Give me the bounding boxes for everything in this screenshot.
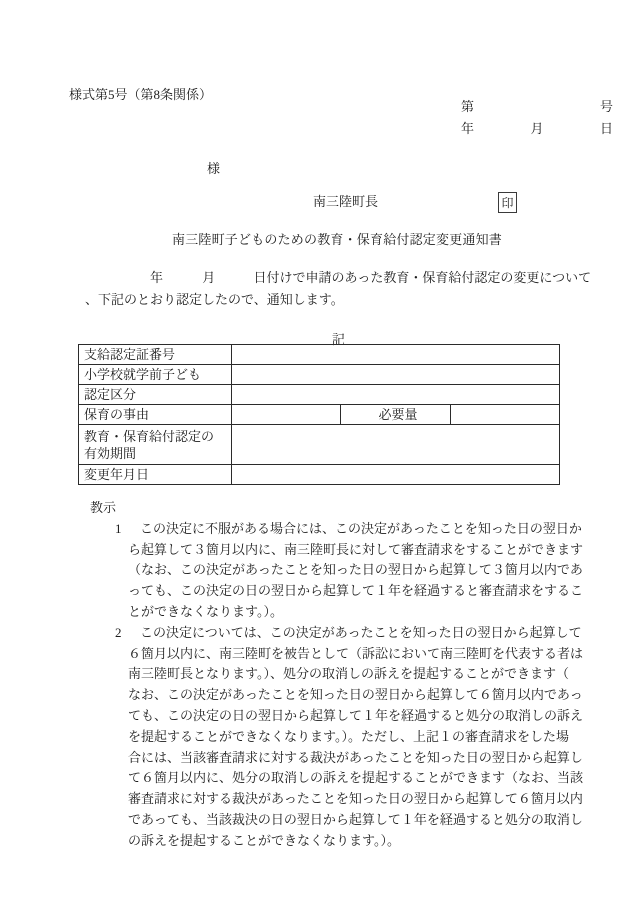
body-line-1 bbox=[150, 267, 600, 289]
notice-item-2-line: 合には、当該審査請求に対する裁決があったことを知った日の翌日から起算し bbox=[128, 749, 583, 765]
date-day-label: 日 bbox=[599, 121, 613, 136]
body-line-2: 、下記のとおり認定したので、通知します。 bbox=[85, 292, 344, 307]
notice-label: 教示 bbox=[90, 500, 117, 515]
table-row bbox=[79, 365, 560, 385]
record-mark: 記 bbox=[332, 332, 346, 347]
ref-prefix: 第 bbox=[461, 99, 475, 114]
row-label: 保育の事由 bbox=[79, 405, 232, 425]
addressee-suffix: 様 bbox=[207, 161, 221, 176]
row-value bbox=[232, 425, 560, 465]
body-paragraph bbox=[85, 267, 600, 311]
table-row bbox=[79, 425, 560, 465]
date-line bbox=[461, 118, 613, 140]
notice-item-2-line: 審査請求に対する裁決があったことを知った日の翌日から起算して６箇月以内 bbox=[128, 791, 583, 807]
table-row bbox=[79, 405, 560, 425]
ref-number-block bbox=[461, 96, 613, 140]
body-line-1-text: 日付けで申請のあった教育・保育給付認定の変更について bbox=[253, 270, 592, 285]
table-row bbox=[79, 385, 560, 405]
ref-suffix: 号 bbox=[599, 99, 613, 114]
row-value bbox=[232, 405, 341, 425]
notice-item-1-number: 1 bbox=[115, 520, 122, 536]
row-value bbox=[232, 465, 560, 485]
notice-item-1-line: とができなくなります。）。 bbox=[128, 603, 283, 619]
page-title: 南三陸町子どものための教育・保育給付認定変更通知書 bbox=[172, 232, 503, 247]
row-label bbox=[79, 425, 232, 465]
notice-item-1-first-line bbox=[115, 519, 610, 540]
notice-item-2-line: の訴えを提起することができなくなります。）。 bbox=[128, 832, 400, 848]
ref-number-line bbox=[461, 96, 613, 118]
table-row bbox=[79, 465, 560, 485]
notice-item-2-line: この決定については、この決定があったことを知った日の翌日から起算して bbox=[140, 624, 582, 640]
row-label: 認定区分 bbox=[79, 385, 232, 405]
notice-item-2-line: て６箇月以内に、処分の取消しの訴えを提起することができます（なお、当該 bbox=[128, 770, 584, 786]
notice-item-1-line: ら起算して３箇月以内に、南三陸町長に対して審査請求をすることができます bbox=[128, 541, 584, 557]
notice-section bbox=[90, 498, 610, 852]
body-month-label: 月 bbox=[202, 270, 216, 285]
row-label: 変更年月日 bbox=[79, 465, 232, 485]
notice-item-1-line: っても、この決定の日の翌日から起算して１年を経過すると審査請求をするこ bbox=[128, 583, 584, 599]
notice-item-1-line: この決定に不服がある場合には、この決定があったことを知った日の翌日か bbox=[140, 520, 582, 536]
date-year-label: 年 bbox=[461, 121, 475, 136]
form-number: 様式第5号（第8条関係） bbox=[69, 87, 213, 102]
date-month-label: 月 bbox=[530, 121, 544, 136]
notice-item-2-line: であっても、当該裁決の日の翌日から起算して１年を経過すると処分の取消し bbox=[128, 811, 583, 827]
notice-item-2-line: ても、この決定の日の翌日から起算して１年を経過すると処分の取消しの訴え bbox=[128, 707, 584, 723]
row-label-line-2: 有効期間 bbox=[84, 445, 137, 461]
notice-item-2-line: 南三陸町長となります。）、処分の取消しの訴えを提起することができます（ bbox=[128, 666, 569, 682]
certification-table bbox=[78, 344, 560, 485]
row-label: 小学校就学前子ども bbox=[79, 365, 232, 385]
notice-item-1-line: （なお、この決定があったことを知った日の翌日から起算して３箇月以内であ bbox=[128, 562, 583, 578]
notice-item-2-line: なお、この決定があったことを知った日の翌日から起算して６箇月以内であっ bbox=[128, 687, 583, 703]
seal-box bbox=[498, 192, 517, 213]
notice-item-2-number: 2 bbox=[115, 624, 122, 640]
issuer-name: 南三陸町長 bbox=[313, 194, 379, 209]
notice-item-2-line: ６箇月以内に、南三陸町を被告として（訴訟において南三陸町を代表する者は bbox=[128, 645, 584, 661]
row-label: 支給認定証番号 bbox=[79, 345, 232, 365]
notice-item-2-first-line bbox=[115, 623, 610, 644]
row-value bbox=[232, 365, 560, 385]
row-value bbox=[232, 345, 560, 365]
notice-item-2-line: を提起することができなくなります。）。ただし、上記１の審査請求をした場 bbox=[128, 728, 569, 744]
row-value bbox=[232, 385, 560, 405]
table-row bbox=[79, 345, 560, 365]
seal-mark: 印 bbox=[501, 196, 514, 210]
body-year-label: 年 bbox=[150, 270, 164, 285]
row-label-line-1: 教育・保育給付認定の bbox=[84, 428, 215, 444]
row-sub-value bbox=[450, 405, 559, 425]
row-sub-label: 必要量 bbox=[341, 405, 450, 425]
